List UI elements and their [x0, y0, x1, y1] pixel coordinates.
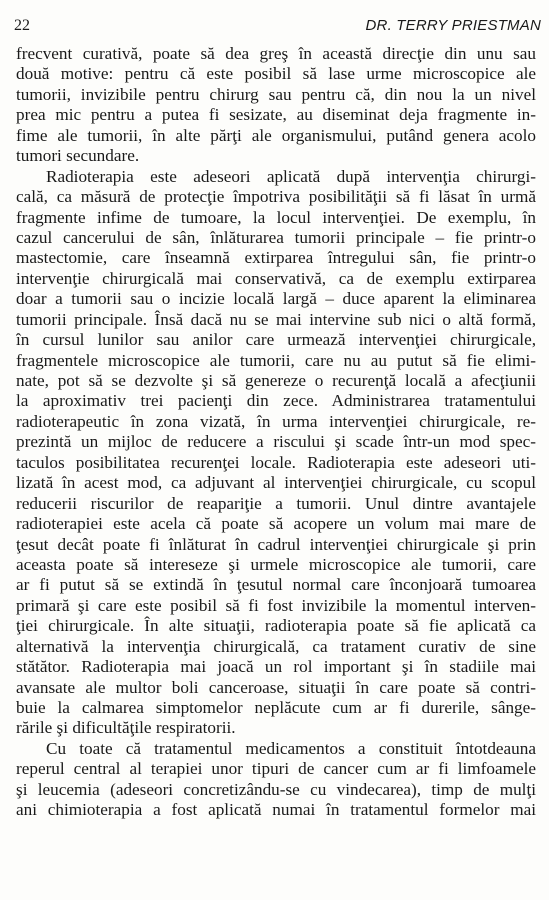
- running-head-author: DR. TERRY PRIESTMAN: [365, 17, 541, 34]
- text-line: fime ale tumorii, în alte părţi ale organismului, putând genera acolo: [16, 125, 536, 145]
- text-line: rările şi dificultăţile respiratorii.: [16, 718, 236, 738]
- text-line: taculos posibilitatea recurenţei locale. Radioterapia este adeseori uti-: [16, 452, 536, 472]
- text-line: alternativă la intervenţia chirurgicală, ca tratament curativ de sine: [16, 636, 536, 656]
- text-line: doar a tumorii sau o incizie locală largă – duce aparent la eliminarea: [16, 289, 536, 309]
- text-line: fragmentele microscopice ale tumorii, care nu au putut să fie elimi-: [16, 350, 536, 370]
- text-line: Cu toate că tratamentul medicamentos a constituit întotdeauna: [46, 738, 536, 758]
- text-line: şi leucemia (adeseori concretizându-se cu vindecarea), timp de mulţi: [16, 779, 536, 799]
- text-line: la aproximativ trei pacienţi din zece. Administrarea tratamentului: [16, 391, 536, 411]
- text-line: prea mic pentru a putea fi sesizate, au diseminat deja fragmente in-: [16, 105, 536, 125]
- text-line: aceasta poate să intereseze şi urmele microscopice ale tumorii, care: [16, 554, 536, 574]
- text-line: mastectomie, care înseamnă extirparea întregului sân, fie printr-o: [16, 248, 536, 268]
- text-line: Radioterapia este adeseori aplicată după intervenţia chirurgi-: [46, 166, 536, 186]
- text-line: stătător. Radioterapia mai joacă un rol important şi în stadiile mai: [16, 657, 536, 677]
- text-line: tumori secundare.: [16, 146, 140, 166]
- text-line: buie la calmarea simptomelor neplăcute cum ar fi durerile, sânge-: [16, 698, 536, 717]
- paragraph-2: [16, 167, 536, 739]
- text-line: cazul cancerului de sân, înlăturarea tumorii principale – fie printr-o: [16, 227, 536, 247]
- text-line: radioterapiei este acela că poate să acopere un volum mai mare de: [16, 514, 536, 534]
- text-line: ţiei chirurgicale. În alte situaţii, radioterapia poate să fie aplicată ca: [16, 616, 536, 636]
- text-line: lizată în acest mod, ca adjuvant al intervenţiei chirurgicale, cu scopul: [16, 473, 536, 493]
- text-line: tumorii, invizibile pentru chirurg sau pentru că, din nou la un nivel: [16, 84, 536, 104]
- text-line: primară şi care este posibil să fi fost invizibile la momentul interven-: [16, 595, 536, 615]
- text-line: reducerii riscurilor de reapariţie a tumorii. Unul dintre avantajele: [16, 493, 536, 513]
- text-line: fragmente infime de tumoare, la locul intervenţiei. De exemplu, în: [16, 207, 536, 227]
- page-header: [14, 14, 541, 38]
- text-line: intervenţie chirurgicală mai conservativă, ca de exemplu extirparea: [16, 268, 536, 288]
- text-line: prezintă un mijloc de reducere a riscului şi scade într-un mod spec-: [16, 432, 536, 452]
- text-line: tumorii principale. Însă dacă nu se mai intervine sub nici o altă formă,: [16, 309, 536, 329]
- text-line: două motive: pentru că este posibil să lase urme microscopice ale: [16, 64, 536, 84]
- paragraph-1: [16, 44, 536, 167]
- body-text: [16, 44, 536, 821]
- text-line: nate, pot să se dezvolte şi să genereze o recurenţă locală a afecţiunii: [16, 371, 536, 390]
- text-line: ar fi putut să se extindă în ţesutul normal care înconjoară tumoarea: [16, 575, 536, 595]
- text-line: în cursul lunilor sau anilor care urmează intervenţiei chirurgicale,: [16, 330, 536, 350]
- text-line: cală, ca măsură de protecţie împotriva posibilităţii să fi lăsat în urmă: [16, 187, 536, 207]
- text-line: ani chimioterapia a fost aplicată numai în tratamentul formelor mai: [16, 800, 536, 820]
- text-line: reperul central al terapiei unor tipuri de cancer cum ar fi limfoamele: [16, 759, 536, 779]
- text-line: avansate ale multor boli canceroase, situaţii în care poate să contri-: [16, 677, 536, 697]
- paragraph-3: [16, 739, 536, 821]
- page-number: 22: [14, 17, 30, 34]
- text-line: radioterapeutic în zona vizată, în urma intervenţiei chirurgicale, re-: [16, 411, 536, 431]
- text-line: frecvent curativă, poate să dea greş în această direcţie din unu sau: [16, 44, 536, 63]
- text-line: ţesut decât poate fi înlăturat în cadrul intervenţiei chirurgicale şi prin: [16, 534, 536, 554]
